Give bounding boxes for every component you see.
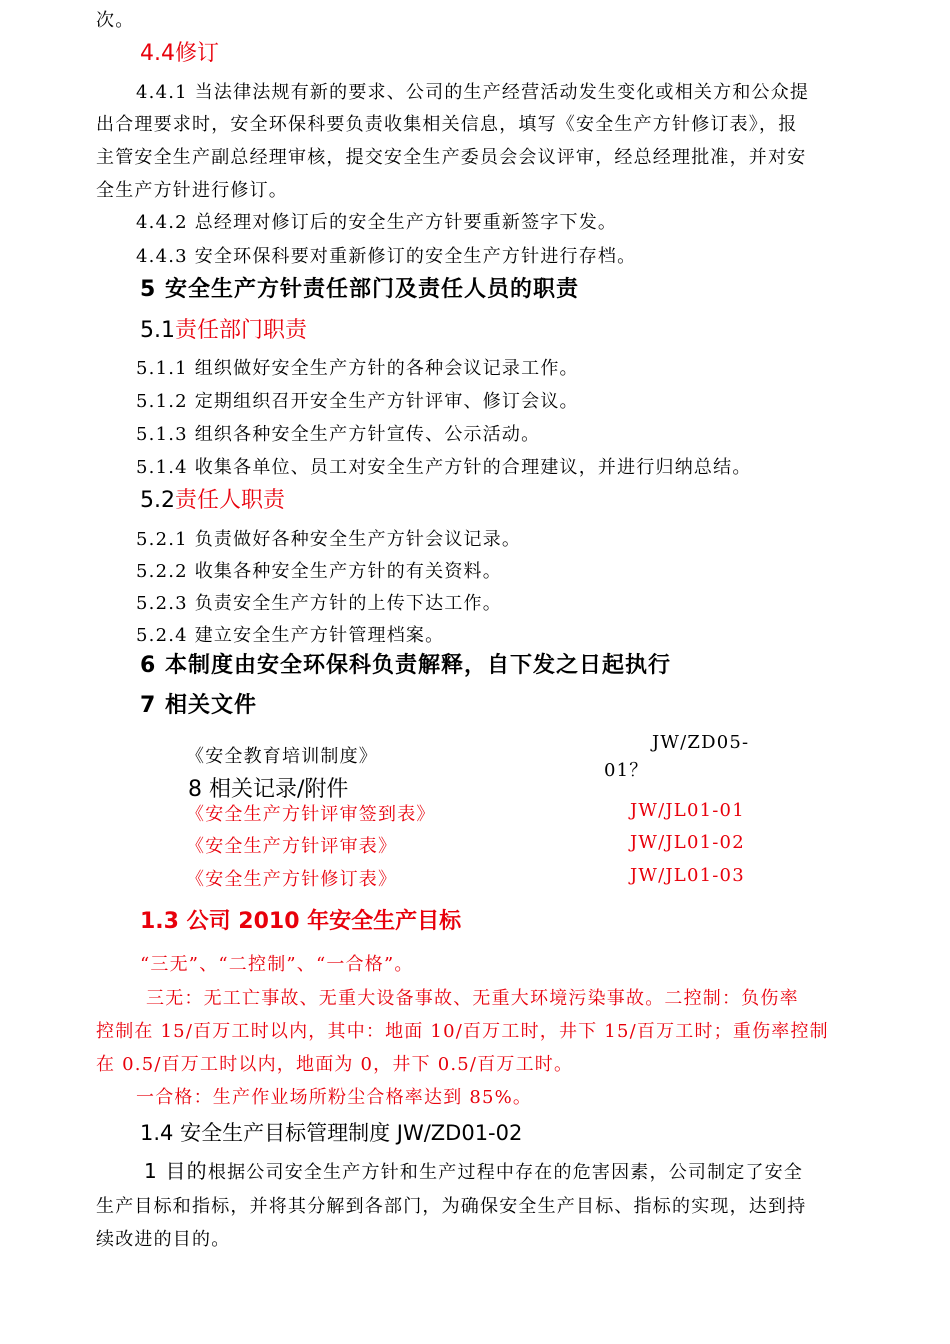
section-4-4-title: 修订: [175, 41, 220, 66]
section-6-heading: 6 本制度由安全环保科负责解释，自下发之日起执行: [140, 653, 671, 678]
record-name: 《安全生产方针评审表》: [186, 836, 398, 857]
section-5-2-title: 责任人职责: [175, 488, 286, 513]
section-1-3-heading: 1.3 公司 2010 年安全生产目标: [140, 909, 462, 934]
item-5-1-4: 5.1.4 收集各单位、员工对安全生产方针的合理建议，并进行归纳总结。: [136, 457, 752, 478]
record-code: JW/JL01-03: [630, 865, 745, 886]
record-code: JW/JL01-01: [630, 800, 745, 821]
goals-detail-line: 在 0.5/百万工时以内，地面为 0，井下 0.5/百万工时。: [96, 1054, 574, 1075]
paragraph-4-4-1-line: 全生产方针进行修订。: [96, 180, 288, 201]
section-5-1-title: 责任部门职责: [175, 318, 308, 343]
record-name: 《安全生产方针修订表》: [186, 869, 398, 890]
purpose-line: 生产目标和指标，并将其分解到各部门，为确保安全生产目标、指标的实现，达到持: [96, 1196, 807, 1217]
item-5-2-1: 5.2.1 负责做好各种安全生产方针会议记录。: [136, 529, 522, 550]
paragraph-4-4-1-line: 4.4.1 当法律法规有新的要求、公司的生产经营活动发生变化或相关方和公众提: [136, 82, 810, 103]
item-5-2-3: 5.2.3 负责安全生产方针的上传下达工作。: [136, 593, 502, 614]
dust-goal: 一合格：生产作业场所粉尘合格率达到 85%。: [136, 1087, 533, 1108]
section-5-2-number: 5.2: [140, 488, 175, 513]
item-5-1-2: 5.1.2 定期组织召开安全生产方针评审、修订会议。: [136, 391, 579, 412]
section-4-4-number: 4.4: [140, 41, 175, 66]
goals-summary: “三无”、“二控制”、“一合格”。: [140, 954, 414, 975]
related-document-name: 《安全教育培训制度》: [186, 746, 378, 767]
section-1-4-heading: 1.4 安全生产目标管理制度 JW/ZD01-02: [140, 1121, 523, 1145]
record-code: JW/JL01-02: [630, 832, 745, 853]
section-8-heading: 8 相关记录/附件: [188, 777, 349, 802]
item-5-2-2: 5.2.2 收集各种安全生产方针的有关资料。: [136, 561, 502, 582]
goals-detail-line: 三无：无工亡事故、无重大设备事故、无重大环境污染事故。二控制：负伤率: [146, 988, 799, 1009]
paragraph-4-4-1-line: 出合理要求时，安全环保科要负责收集相关信息，填写《安全生产方针修订表》，报: [96, 114, 798, 135]
item-5-1-1: 5.1.1 组织做好安全生产方针的各种会议记录工作。: [136, 358, 579, 379]
related-document-code: JW/ZD05-: [652, 732, 750, 753]
paragraph-4-4-3: 4.4.3 安全环保科要对重新修订的安全生产方针进行存档。: [136, 246, 637, 267]
goals-detail-line: 控制在 15/百万工时以内，其中：地面 10/百万工时，井下 15/百万工时；重伤率控制: [96, 1021, 829, 1042]
purpose-line: [144, 1155, 803, 1184]
section-5-heading: 5 安全生产方针责任部门及责任人员的职责: [140, 277, 579, 302]
purpose-line: 续改进的目的。: [96, 1229, 231, 1250]
continuation-text: 次。: [96, 10, 135, 31]
paragraph-4-4-2: 4.4.2 总经理对修订后的安全生产方针要重新签字下发。: [136, 212, 618, 233]
section-7-heading: 7 相关文件: [140, 693, 257, 718]
item-5-1-3: 5.1.3 组织各种安全生产方针宣传、公示活动。: [136, 424, 541, 445]
purpose-label: 1 目的: [144, 1159, 208, 1183]
paragraph-4-4-1-line: 主管安全生产副总经理审核，提交安全生产委员会会议评审，经总经理批准，并对安: [96, 147, 807, 168]
purpose-text: 根据公司安全生产方针和生产过程中存在的危害因素，公司制定了安全: [207, 1162, 804, 1183]
section-5-1-heading: [140, 313, 307, 344]
section-4-4-heading: [140, 36, 219, 67]
section-5-1-number: 5.1: [140, 318, 175, 343]
section-5-2-heading: [140, 483, 285, 514]
record-name: 《安全生产方针评审签到表》: [186, 804, 436, 825]
related-document-code-cont: 01？: [604, 760, 649, 781]
item-5-2-4: 5.2.4 建立安全生产方针管理档案。: [136, 625, 445, 646]
